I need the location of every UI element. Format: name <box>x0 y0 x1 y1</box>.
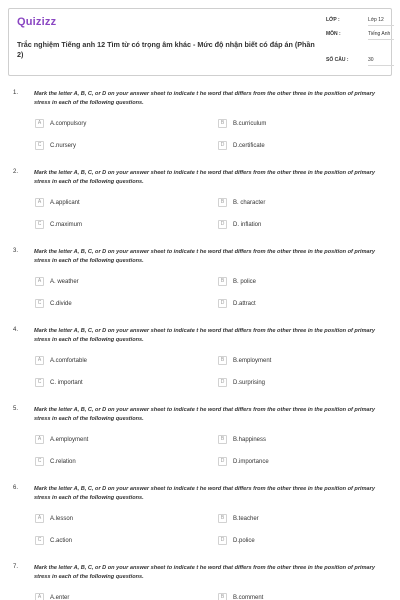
option-text: A.employment <box>50 437 89 443</box>
question-item <box>0 327 400 407</box>
option-letter-box: A <box>35 277 44 286</box>
option-letter-box: A <box>35 514 44 523</box>
subject-value: Tiếng Anh <box>368 31 394 40</box>
question-item <box>0 406 400 486</box>
question-item <box>0 90 400 170</box>
quizizz-logo: Quizizz <box>17 16 57 28</box>
question-number: 1. <box>13 90 19 96</box>
option-letter-box: A <box>35 119 44 128</box>
option-text: B.teacher <box>233 516 259 522</box>
question-instruction: Mark the letter A, B, C, or D on your answer sheet to indicate t he word that differs from the other three in the position of primary stress in each of the following questions. <box>34 565 375 580</box>
option-text: B. police <box>233 279 257 285</box>
count-value: 30 <box>368 57 394 66</box>
question-number: 3. <box>13 248 19 254</box>
option-letter-box: B <box>218 119 227 128</box>
option-letter-box: B <box>218 277 227 286</box>
option-letter-box: B <box>218 435 227 444</box>
option-text: B.employment <box>233 358 272 364</box>
option-letter-box: C <box>35 299 44 308</box>
question-instruction: Mark the letter A, B, C, or D on your answer sheet to indicate t he word that differs from the other three in the position of primary stress in each of the following questions. <box>34 407 375 422</box>
question-item <box>0 564 400 600</box>
worksheet-header <box>8 8 392 76</box>
question-instruction: Mark the letter A, B, C, or D on your answer sheet to indicate t he word that differs from the other three in the position of primary stress in each of the following questions. <box>34 170 375 185</box>
option-letter-box: A <box>35 356 44 365</box>
option-text: B.happiness <box>233 437 267 443</box>
option-letter-box: A <box>35 198 44 207</box>
option-letter-box: C <box>35 141 44 150</box>
option-text: B.comment <box>233 595 264 600</box>
option-text: D.surprising <box>233 380 266 386</box>
option-text: A.compulsory <box>50 121 87 127</box>
option-letter-box: C <box>35 457 44 466</box>
option-text: B. character <box>233 200 266 206</box>
option-letter-box: D <box>218 378 227 387</box>
question-item <box>0 485 400 565</box>
question-number: 7. <box>13 564 19 570</box>
option-letter-box: B <box>218 198 227 207</box>
option-text: D. inflation <box>233 222 262 228</box>
option-letter-box: C <box>35 536 44 545</box>
option-text: C.action <box>50 538 73 544</box>
question-number: 2. <box>13 169 19 175</box>
option-text: D.attract <box>233 301 256 307</box>
option-letter-box: D <box>218 220 227 229</box>
option-text: C.maximum <box>50 222 83 228</box>
option-letter-box: A <box>35 435 44 444</box>
option-letter-box: A <box>35 593 44 600</box>
option-letter-box: B <box>218 593 227 600</box>
option-text: D.police <box>233 538 255 544</box>
option-letter-box: D <box>218 299 227 308</box>
option-letter-box: D <box>218 141 227 150</box>
question-item <box>0 169 400 249</box>
option-letter-box: B <box>218 514 227 523</box>
option-text: A. weather <box>50 279 79 285</box>
option-text: C.divide <box>50 301 72 307</box>
question-number: 6. <box>13 485 19 491</box>
question-instruction: Mark the letter A, B, C, or D on your answer sheet to indicate t he word that differs from the other three in the position of primary stress in each of the following questions. <box>34 91 375 106</box>
option-letter-box: C <box>35 220 44 229</box>
option-text: D.certificate <box>233 143 265 149</box>
option-text: C. important <box>50 380 83 386</box>
option-text: A.lesson <box>50 516 74 522</box>
question-item <box>0 248 400 328</box>
question-number: 5. <box>13 406 19 412</box>
option-text: A.comfortable <box>50 358 88 364</box>
worksheet-title: Trắc nghiệm Tiếng anh 12 Tìm từ có trọng âm khác - Mức độ nhận biết có đáp án (Phần 2) <box>17 40 315 59</box>
question-number: 4. <box>13 327 19 333</box>
option-text: C.relation <box>50 459 76 465</box>
option-text: A.enter <box>50 595 70 600</box>
question-instruction: Mark the letter A, B, C, or D on your answer sheet to indicate t he word that differs from the other three in the position of primary stress in each of the following questions. <box>34 486 375 501</box>
option-letter-box: C <box>35 378 44 387</box>
subject-label: MÔN : <box>326 31 341 37</box>
class-value: Lớp 12 <box>368 17 394 26</box>
option-text: A.applicant <box>50 200 80 206</box>
option-text: D.importance <box>233 459 269 465</box>
count-label: SỐ CÂU : <box>326 57 349 63</box>
class-label: LỚP : <box>326 17 340 23</box>
question-instruction: Mark the letter A, B, C, or D on your answer sheet to indicate t he word that differs from the other three in the position of primary stress in each of the following questions. <box>34 249 375 264</box>
option-letter-box: D <box>218 536 227 545</box>
question-instruction: Mark the letter A, B, C, or D on your answer sheet to indicate t he word that differs from the other three in the position of primary stress in each of the following questions. <box>34 328 375 343</box>
option-letter-box: B <box>218 356 227 365</box>
option-letter-box: D <box>218 457 227 466</box>
option-text: C.nursery <box>50 143 77 149</box>
option-text: B.curriculum <box>233 121 267 127</box>
